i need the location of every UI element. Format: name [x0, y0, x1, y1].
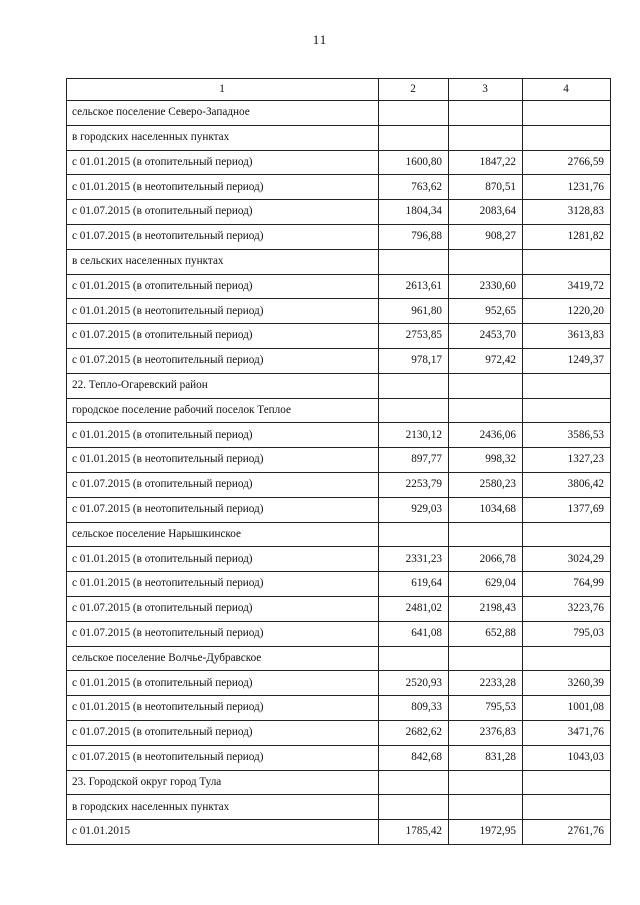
value-col-3: 1034,68 [449, 497, 523, 522]
value-col-3 [449, 249, 523, 274]
value-col-3 [449, 646, 523, 671]
value-col-2: 809,33 [379, 696, 449, 721]
row-label: с 01.07.2015 (в отопительный период) [67, 720, 379, 745]
row-label: с 01.01.2015 (в неотопительный период) [67, 696, 379, 721]
value-col-2 [379, 770, 449, 795]
value-col-4: 2761,76 [523, 820, 611, 845]
row-label: сельское поселение Северо-Западное [67, 101, 379, 126]
value-col-2: 978,17 [379, 348, 449, 373]
table-body [67, 101, 611, 845]
page-number: 11 [312, 32, 328, 47]
row-label: с 01.01.2015 (в неотопительный период) [67, 572, 379, 597]
value-col-2: 842,68 [379, 745, 449, 770]
table-row [67, 596, 611, 621]
table-row [67, 150, 611, 175]
value-col-4: 3613,83 [523, 324, 611, 349]
value-col-2: 2613,61 [379, 274, 449, 299]
table-row [67, 547, 611, 572]
table-row [67, 125, 611, 150]
value-col-3: 2580,23 [449, 472, 523, 497]
column-header-2: 2 [379, 79, 449, 101]
value-col-3 [449, 398, 523, 423]
table-row [67, 621, 611, 646]
row-label: с 01.07.2015 (в неотопительный период) [67, 497, 379, 522]
row-label: с 01.01.2015 (в неотопительный период) [67, 175, 379, 200]
column-header-3: 3 [449, 79, 523, 101]
value-col-2: 1785,42 [379, 820, 449, 845]
row-label: сельское поселение Волчье-Дубравское [67, 646, 379, 671]
value-col-4 [523, 646, 611, 671]
value-col-2: 897,77 [379, 448, 449, 473]
table-row [67, 324, 611, 349]
table-row [67, 274, 611, 299]
value-col-2: 2682,62 [379, 720, 449, 745]
value-col-2: 929,03 [379, 497, 449, 522]
value-col-4: 1043,03 [523, 745, 611, 770]
table-row [67, 175, 611, 200]
value-col-2 [379, 398, 449, 423]
value-col-4: 3471,76 [523, 720, 611, 745]
value-col-3 [449, 101, 523, 126]
row-label: с 01.01.2015 (в отопительный период) [67, 423, 379, 448]
row-label: с 01.01.2015 (в отопительный период) [67, 274, 379, 299]
value-col-2 [379, 249, 449, 274]
row-label: 23. Городской округ город Тула [67, 770, 379, 795]
row-label: с 01.07.2015 (в отопительный период) [67, 324, 379, 349]
value-col-4: 764,99 [523, 572, 611, 597]
table-row [67, 820, 611, 845]
row-label: с 01.01.2015 (в отопительный период) [67, 150, 379, 175]
value-col-4: 3223,76 [523, 596, 611, 621]
value-col-2: 961,80 [379, 299, 449, 324]
value-col-3 [449, 125, 523, 150]
value-col-3 [449, 373, 523, 398]
value-col-4: 1281,82 [523, 224, 611, 249]
table-row [67, 472, 611, 497]
value-col-4: 3024,29 [523, 547, 611, 572]
value-col-4: 3806,42 [523, 472, 611, 497]
table-row [67, 348, 611, 373]
table-row [67, 646, 611, 671]
value-col-4: 1249,37 [523, 348, 611, 373]
column-header-1: 1 [67, 79, 379, 101]
row-label: в городских населенных пунктах [67, 795, 379, 820]
row-label: с 01.01.2015 (в отопительный период) [67, 547, 379, 572]
value-col-3: 952,65 [449, 299, 523, 324]
value-col-3: 870,51 [449, 175, 523, 200]
value-col-3: 2198,43 [449, 596, 523, 621]
row-label: с 01.01.2015 (в отопительный период) [67, 671, 379, 696]
row-label: с 01.01.2015 (в неотопительный период) [67, 299, 379, 324]
value-col-2 [379, 646, 449, 671]
row-label: с 01.01.2015 [67, 820, 379, 845]
row-label: с 01.07.2015 (в отопительный период) [67, 596, 379, 621]
value-col-2 [379, 125, 449, 150]
row-label: с 01.07.2015 (в неотопительный период) [67, 621, 379, 646]
table-row [67, 770, 611, 795]
tariff-table [66, 78, 611, 845]
table-row [67, 745, 611, 770]
value-col-3: 998,32 [449, 448, 523, 473]
row-label: с 01.07.2015 (в неотопительный период) [67, 224, 379, 249]
row-label: с 01.07.2015 (в отопительный период) [67, 472, 379, 497]
value-col-2 [379, 373, 449, 398]
table-row [67, 572, 611, 597]
value-col-3: 2376,83 [449, 720, 523, 745]
value-col-2: 2520,93 [379, 671, 449, 696]
value-col-3: 2436,06 [449, 423, 523, 448]
value-col-2 [379, 795, 449, 820]
table-row [67, 224, 611, 249]
value-col-4 [523, 373, 611, 398]
value-col-3: 2330,60 [449, 274, 523, 299]
value-col-3: 2453,70 [449, 324, 523, 349]
value-col-2: 2481,02 [379, 596, 449, 621]
value-col-4: 1327,23 [523, 448, 611, 473]
value-col-3: 972,42 [449, 348, 523, 373]
table-row [67, 423, 611, 448]
value-col-4: 1001,08 [523, 696, 611, 721]
value-col-4 [523, 398, 611, 423]
value-col-2: 796,88 [379, 224, 449, 249]
value-col-4 [523, 125, 611, 150]
value-col-4 [523, 249, 611, 274]
value-col-2 [379, 101, 449, 126]
value-col-2: 1600,80 [379, 150, 449, 175]
value-col-4: 2766,59 [523, 150, 611, 175]
value-col-2: 2331,23 [379, 547, 449, 572]
value-col-2: 2753,85 [379, 324, 449, 349]
value-col-4: 795,03 [523, 621, 611, 646]
table-row [67, 398, 611, 423]
table-row [67, 299, 611, 324]
table-row [67, 249, 611, 274]
value-col-2: 1804,34 [379, 200, 449, 225]
table-row [67, 696, 611, 721]
value-col-2: 619,64 [379, 572, 449, 597]
value-col-2: 641,08 [379, 621, 449, 646]
value-col-3: 652,88 [449, 621, 523, 646]
column-header-4: 4 [523, 79, 611, 101]
table-row [67, 497, 611, 522]
row-label: в сельских населенных пунктах [67, 249, 379, 274]
table-row [67, 671, 611, 696]
value-col-4 [523, 770, 611, 795]
row-label: в городских населенных пунктах [67, 125, 379, 150]
row-label: с 01.07.2015 (в отопительный период) [67, 200, 379, 225]
value-col-2: 2253,79 [379, 472, 449, 497]
row-label: с 01.01.2015 (в неотопительный период) [67, 448, 379, 473]
value-col-4: 3260,39 [523, 671, 611, 696]
table-row [67, 101, 611, 126]
value-col-3: 831,28 [449, 745, 523, 770]
value-col-3: 629,04 [449, 572, 523, 597]
value-col-3: 1847,22 [449, 150, 523, 175]
value-col-3: 2066,78 [449, 547, 523, 572]
value-col-3: 1972,95 [449, 820, 523, 845]
value-col-4: 3586,53 [523, 423, 611, 448]
value-col-2 [379, 522, 449, 547]
value-col-3: 2083,64 [449, 200, 523, 225]
value-col-4 [523, 522, 611, 547]
value-col-4: 1377,69 [523, 497, 611, 522]
row-label: городское поселение рабочий поселок Теплое [67, 398, 379, 423]
value-col-3 [449, 795, 523, 820]
value-col-4 [523, 795, 611, 820]
value-col-3 [449, 522, 523, 547]
value-col-4: 1231,76 [523, 175, 611, 200]
value-col-3: 795,53 [449, 696, 523, 721]
value-col-3 [449, 770, 523, 795]
value-col-2: 763,62 [379, 175, 449, 200]
table-row [67, 448, 611, 473]
table-header-row [67, 79, 611, 101]
value-col-4: 3128,83 [523, 200, 611, 225]
table-row [67, 522, 611, 547]
value-col-3: 908,27 [449, 224, 523, 249]
table-row [67, 200, 611, 225]
row-label: с 01.07.2015 (в неотопительный период) [67, 745, 379, 770]
table-row [67, 373, 611, 398]
row-label: сельское поселение Нарышкинское [67, 522, 379, 547]
row-label: 22. Тепло-Огаревский район [67, 373, 379, 398]
value-col-3: 2233,28 [449, 671, 523, 696]
row-label: с 01.07.2015 (в неотопительный период) [67, 348, 379, 373]
table-row [67, 795, 611, 820]
value-col-4: 3419,72 [523, 274, 611, 299]
value-col-2: 2130,12 [379, 423, 449, 448]
value-col-4: 1220,20 [523, 299, 611, 324]
value-col-4 [523, 101, 611, 126]
table-row [67, 720, 611, 745]
